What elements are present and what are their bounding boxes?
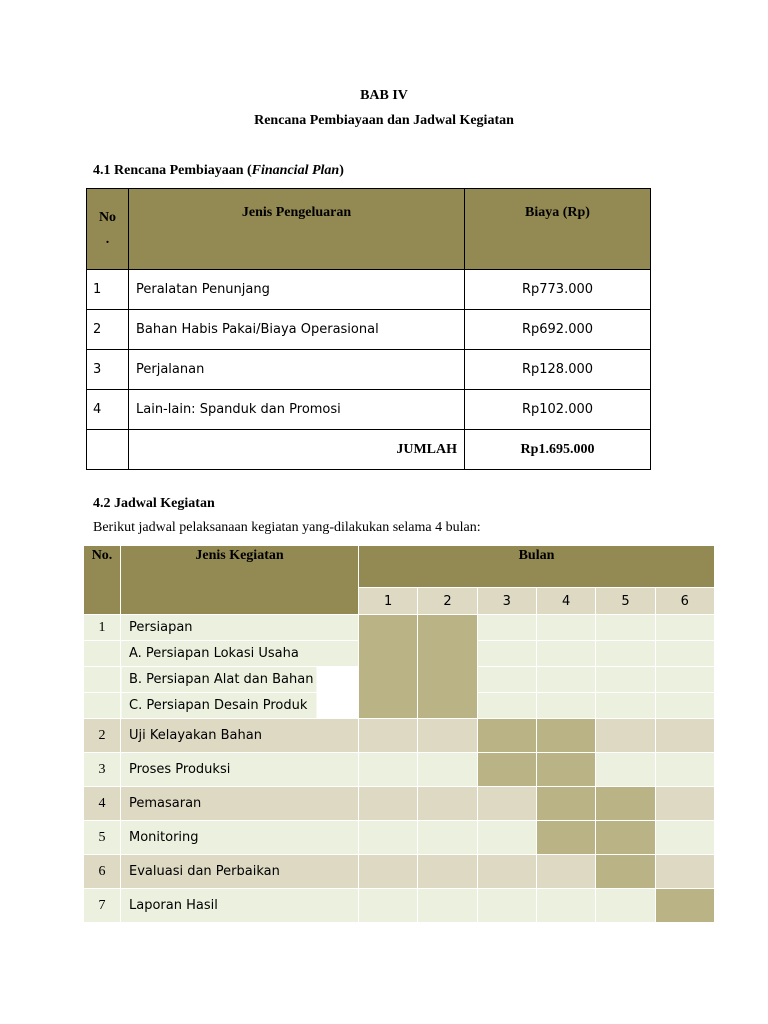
month-cell-6: [655, 889, 714, 923]
fin-row-no: 1: [87, 270, 129, 310]
fin-row-item: Lain-lain: Spanduk dan Promosi: [129, 390, 465, 430]
activity-name: Proses Produksi: [121, 753, 359, 787]
fin-row-cost: Rp773.000: [465, 270, 651, 310]
month-cell-6: [655, 667, 714, 693]
month-cell-4: [536, 693, 595, 719]
month-cell-5: [596, 693, 655, 719]
fin-total-row: [87, 430, 651, 470]
section-2-heading: 4.2 Jadwal Kegiatan: [93, 496, 215, 511]
schedule-row: [84, 821, 715, 855]
schedule-subrow: [84, 667, 715, 693]
month-header-1: 1: [359, 588, 418, 615]
month-cell-1: [359, 693, 418, 719]
schedule-row-no: 7: [84, 889, 121, 923]
month-header-6: 6: [655, 588, 714, 615]
month-cell-1: [359, 855, 418, 889]
activity-sub-item: B. Persiapan Alat dan Bahan: [121, 667, 359, 693]
schedule-row-no: 3: [84, 753, 121, 787]
schedule-row-no: 2: [84, 719, 121, 753]
fin-row-item: Bahan Habis Pakai/Biaya Operasional: [129, 310, 465, 350]
fin-total-empty: [87, 430, 129, 470]
month-cell-5: [596, 821, 655, 855]
section-1-heading-italic: Financial Plan: [251, 163, 340, 178]
fin-row-no: 4: [87, 390, 129, 430]
section-1-heading: [93, 163, 344, 179]
schedule-subrow: [84, 641, 715, 667]
month-cell-6: [655, 821, 714, 855]
schedule-subrow: [84, 693, 715, 719]
month-cell-3: [477, 889, 536, 923]
month-cell-6: [655, 753, 714, 787]
activity-name: Uji Kelayakan Bahan: [121, 719, 359, 753]
month-cell-3: [477, 693, 536, 719]
fin-total-value: Rp1.695.000: [465, 430, 651, 470]
month-cell-6: [655, 719, 714, 753]
section-1-heading-prefix: 4.1 Rencana Pembiayaan (: [93, 163, 252, 178]
month-cell-2: [418, 787, 477, 821]
schedule-row: [84, 889, 715, 923]
month-cell-5: [596, 889, 655, 923]
fin-row: [87, 350, 651, 390]
activity-name: Laporan Hasil: [121, 889, 359, 923]
activity-name: Evaluasi dan Perbaikan: [121, 855, 359, 889]
fin-row: [87, 270, 651, 310]
schedule-row-no: 5: [84, 821, 121, 855]
month-cell-5: [596, 787, 655, 821]
month-header-2: 2: [418, 588, 477, 615]
schedule-row-no: [84, 667, 121, 693]
schedule-row: [84, 855, 715, 889]
chapter-label: BAB IV: [360, 88, 408, 103]
section-2-intro: Berikut jadwal pelaksanaan kegiatan yang-dilakukan selama 4 bulan:: [93, 520, 481, 535]
month-cell-3: [477, 753, 536, 787]
month-cell-5: [596, 667, 655, 693]
month-cell-1: [359, 753, 418, 787]
month-cell-1: [359, 889, 418, 923]
sched-header-no: No.: [84, 546, 121, 615]
month-cell-4: [536, 719, 595, 753]
fin-row-no: 2: [87, 310, 129, 350]
fin-row-item: Perjalanan: [129, 350, 465, 390]
chapter-title: Rencana Pembiayaan dan Jadwal Kegiatan: [254, 113, 514, 128]
month-cell-5: [596, 615, 655, 641]
month-cell-4: [536, 787, 595, 821]
activity-sub-item: A. Persiapan Lokasi Usaha: [121, 641, 359, 667]
month-cell-5: [596, 753, 655, 787]
month-cell-5: [596, 855, 655, 889]
header-no-line2: .: [105, 232, 110, 247]
month-cell-3: [477, 615, 536, 641]
month-cell-6: [655, 641, 714, 667]
month-cell-2: [418, 693, 477, 719]
month-cell-2: [418, 667, 477, 693]
schedule-row-no: 4: [84, 787, 121, 821]
schedule-row: [84, 615, 715, 641]
header-no: [87, 189, 129, 270]
month-cell-3: [477, 821, 536, 855]
month-cell-4: [536, 821, 595, 855]
fin-row-item: Peralatan Penunjang: [129, 270, 465, 310]
month-header-5: 5: [596, 588, 655, 615]
month-cell-1: [359, 787, 418, 821]
month-cell-2: [418, 821, 477, 855]
schedule-row-no: 6: [84, 855, 121, 889]
month-cell-6: [655, 615, 714, 641]
activity-sub-item: C. Persiapan Desain Produk: [121, 693, 359, 719]
month-cell-1: [359, 615, 418, 641]
month-header-4: 4: [536, 588, 595, 615]
fin-row-cost: Rp102.000: [465, 390, 651, 430]
month-cell-1: [359, 641, 418, 667]
schedule-row: [84, 787, 715, 821]
schedule-row: [84, 753, 715, 787]
fin-row: [87, 310, 651, 350]
activity-name: Pemasaran: [121, 787, 359, 821]
month-cell-2: [418, 889, 477, 923]
month-cell-5: [596, 641, 655, 667]
month-cell-2: [418, 855, 477, 889]
month-cell-4: [536, 889, 595, 923]
schedule-table: [84, 546, 715, 923]
month-cell-3: [477, 719, 536, 753]
fin-row-cost: Rp692.000: [465, 310, 651, 350]
month-cell-6: [655, 787, 714, 821]
month-cell-1: [359, 667, 418, 693]
schedule-row-no: [84, 641, 121, 667]
header-item: Jenis Pengeluaran: [129, 189, 465, 270]
month-cell-4: [536, 855, 595, 889]
schedule-row: [84, 719, 715, 753]
month-cell-2: [418, 615, 477, 641]
month-cell-1: [359, 821, 418, 855]
activity-name: Persiapan: [121, 615, 359, 641]
month-cell-3: [477, 667, 536, 693]
fin-row: [87, 390, 651, 430]
sched-header-month: Bulan: [359, 546, 715, 588]
month-cell-4: [536, 615, 595, 641]
month-cell-4: [536, 641, 595, 667]
month-cell-2: [418, 753, 477, 787]
month-cell-6: [655, 693, 714, 719]
schedule-row-no: [84, 693, 121, 719]
month-cell-3: [477, 787, 536, 821]
section-1-heading-suffix: ): [339, 163, 344, 178]
month-cell-1: [359, 719, 418, 753]
fin-total-label: JUMLAH: [129, 430, 465, 470]
header-no-line1: No: [98, 210, 117, 225]
fin-row-no: 3: [87, 350, 129, 390]
financial-plan-table: [86, 188, 651, 470]
month-cell-4: [536, 753, 595, 787]
schedule-row-no: 1: [84, 615, 121, 641]
fin-row-cost: Rp128.000: [465, 350, 651, 390]
month-cell-5: [596, 719, 655, 753]
month-cell-2: [418, 719, 477, 753]
activity-name: Monitoring: [121, 821, 359, 855]
month-cell-4: [536, 667, 595, 693]
header-cost: Biaya (Rp): [465, 189, 651, 270]
sched-header-activity: Jenis Kegiatan: [121, 546, 359, 615]
month-header-3: 3: [477, 588, 536, 615]
month-cell-3: [477, 855, 536, 889]
month-cell-3: [477, 641, 536, 667]
month-cell-6: [655, 855, 714, 889]
month-cell-2: [418, 641, 477, 667]
